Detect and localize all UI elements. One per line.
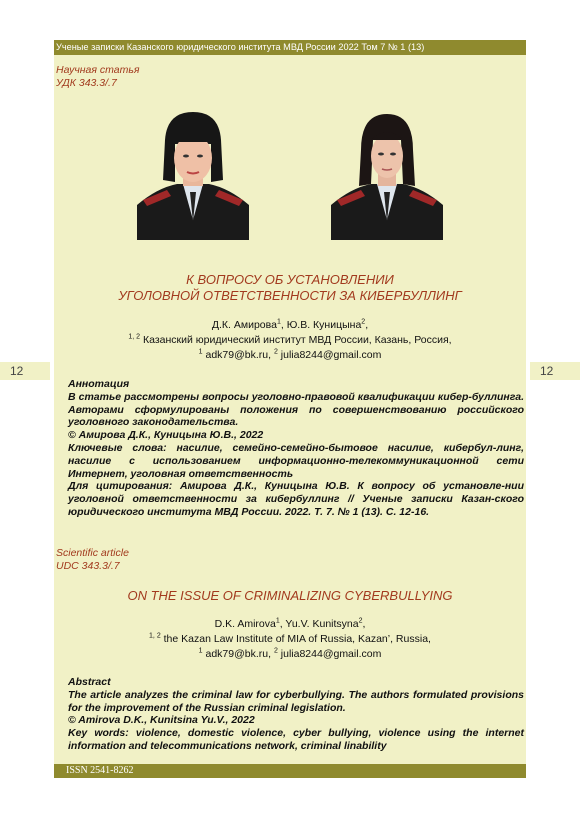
article-type-en: Scientific article [56,547,129,559]
copyright-ru: © Амирова Д.К., Куницына Ю.В., 2022 [68,429,264,442]
author2-ru: Ю.В. Куницына [286,319,362,331]
abstract-heading-en: Abstract [68,676,111,688]
citation-ru: Для цитирования: Амирова Д.К., Куницына Ю.В. К вопросу об установле-нии уголовной ответственности за кибербуллинг // Ученые записки Казан-ского юридического института МВД России. 2022. Т. 7. № 1 (13). С. 12-16. [68,480,524,518]
page-number-left: 12 [0,362,50,380]
sup: 2 [361,318,366,326]
author2-en: Yu.V. Kunitsyna [285,618,359,630]
copyright-en: © Amirova D.K., Kunitsina Yu.V., 2022 [68,714,255,727]
author-photo-kunitsyna [331,110,443,240]
sup: 2 [273,348,278,356]
keywords-en: Key words: violence, domestic violence, cyber bullying, violence using the internet information and telecommunications network, criminal linability [68,727,524,752]
author-photo-amirova [137,110,249,240]
keywords-ru: Ключевые слова: насилие, семейно-семейно-бытовое насилие, кибербул-линг, насилие с использованием информационно-телекоммуникационной сети Интернет, уголовная ответственность [68,441,524,480]
abstract-en-block [68,676,524,753]
email1-en: adk79@bk.ru, [205,648,272,660]
sup: 1, 2 [149,632,161,640]
sup: 1 [276,318,281,326]
udc-en: UDC 343.3/.7 [56,560,120,572]
emails-en [54,647,526,661]
sup: 1, 2 [128,333,141,341]
authors-en: D.K. Amirova$^1$, Yu.V. Kunitsyna$^2$, [214,617,366,630]
page-number-right: 12 [530,362,580,380]
email2-en: julia8244@gmail.com [280,648,382,660]
title-ru-line2: УГОЛОВНОЙ ОТВЕТСТВЕННОСТИ ЗА КИБЕРБУЛЛИНГ [118,288,462,303]
abstract-text-en: The article analyzes the criminal law for cyberbullying. The authors formulated provisions for the improvement of the Russian criminal legislation. [68,688,524,714]
title-ru-line1: К ВОПРОСУ ОБ УСТАНОВЛЕНИИ [186,272,394,287]
issn-footer: ISSN 2541-8262 [54,764,526,778]
affiliation-ru-text: Казанский юридический институт МВД России, Казань, Россия, [143,334,452,346]
abstract-heading-ru: Аннотация [68,378,130,390]
email2-ru: julia8244@gmail.com [280,349,382,361]
affiliation-en-text: the Kazan Law Institute of MIA of Russia, Kazan’, Russia, [163,633,431,645]
authors-ru: Д.К. Амирова$^1$, Ю.В. Куницына$^2$, [211,318,369,331]
sup: 2 [273,647,278,655]
udc-ru: УДК 343.3/.7 [56,77,117,89]
article-type-ru: Научная статья [56,64,140,76]
title-en: ON THE ISSUE OF CRIMINALIZING CYBERBULLYING [127,588,453,603]
abstract-ru-block [68,378,524,519]
sup: 1 [198,348,203,356]
emails-ru [54,348,526,362]
sup: 2 [358,617,363,625]
abstract-text-ru: В статье рассмотрены вопросы уголовно-правовой квалификации кибер-буллинга. Авторами сформулированы положения по совершенствованию российского уголовного законодательства. [68,390,524,429]
affiliation-ru [54,333,526,347]
email1-ru: adk79@bk.ru, [205,349,272,361]
affiliation-en [54,632,526,646]
sup: 1 [198,647,203,655]
journal-header: Ученые записки Казанского юридического института МВД России 2022 Том 7 № 1 (13) [54,40,526,55]
author1-en: D.K. Amirova [214,618,276,630]
sup: 1 [275,617,280,625]
author1-ru: Д.К. Амирова [211,319,277,331]
